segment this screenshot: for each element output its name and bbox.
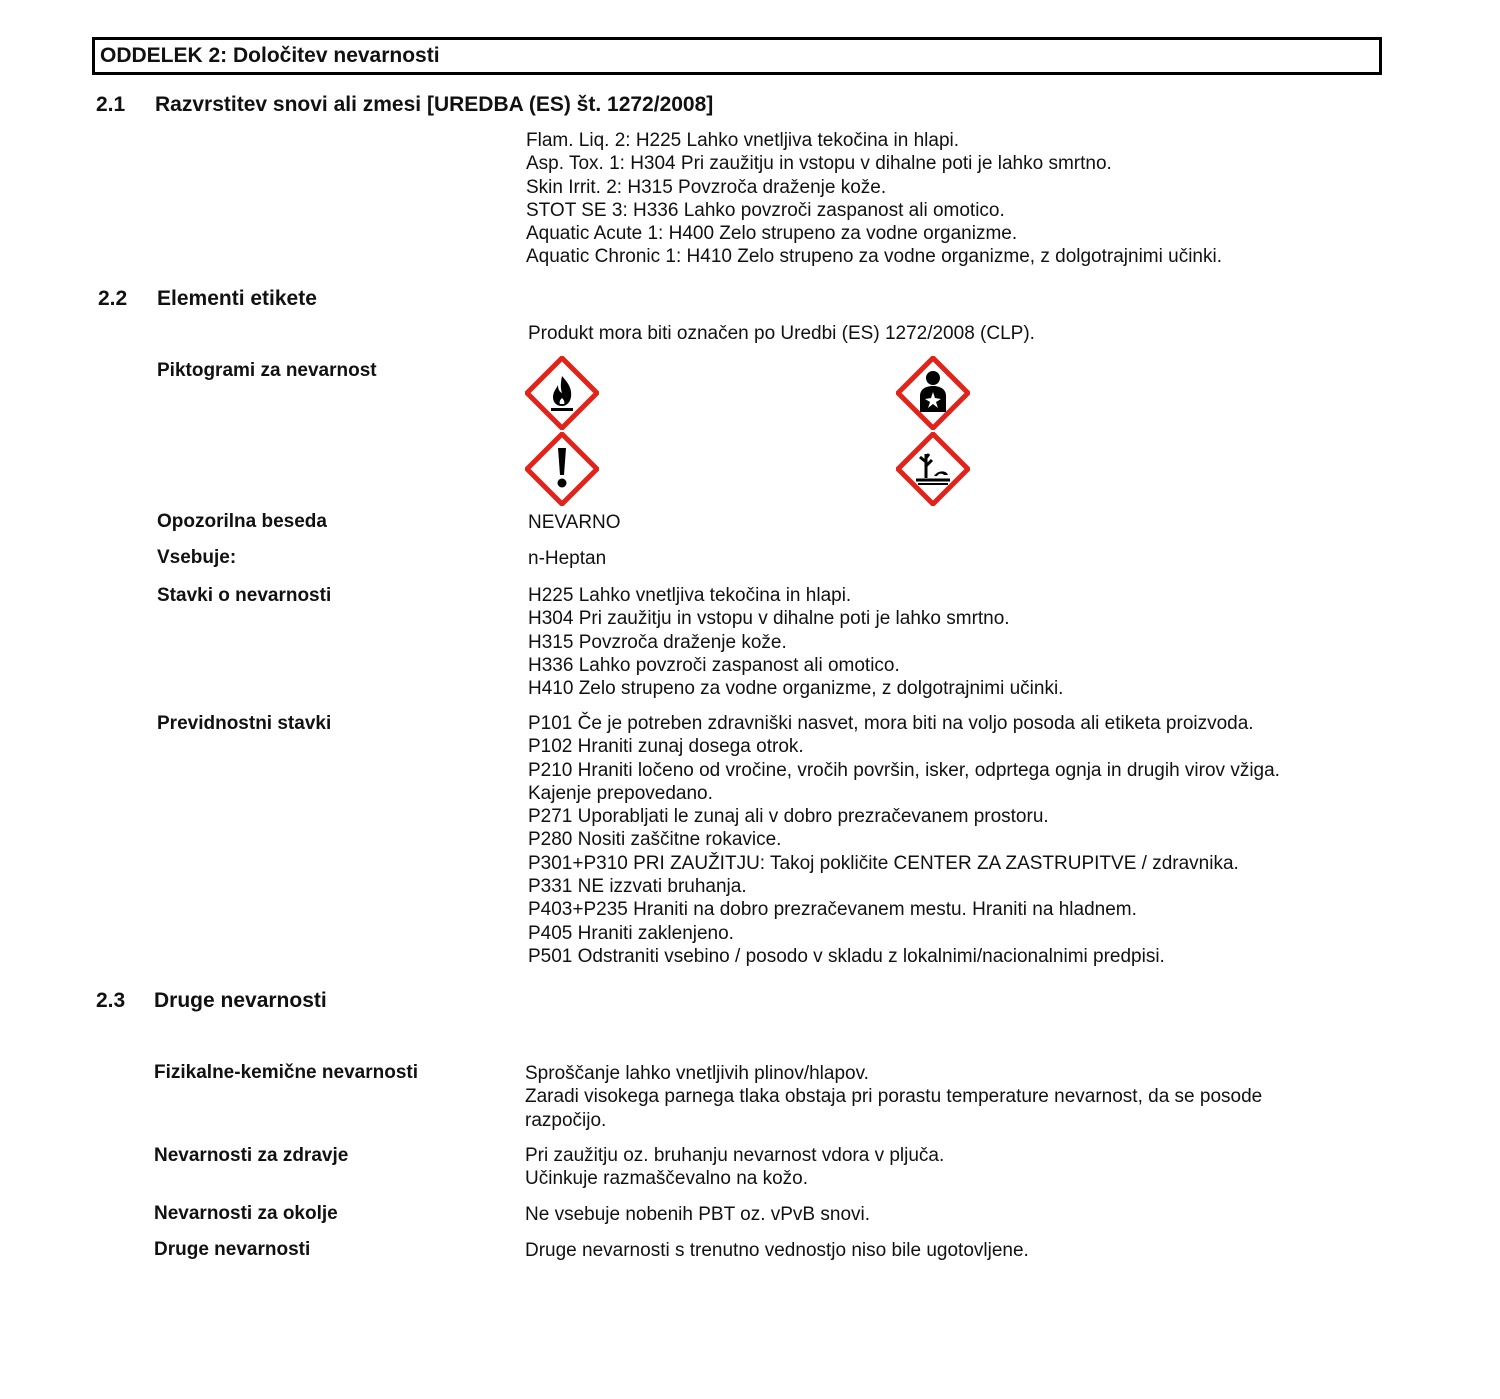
precautionary-statements-label: Previdnostni stavki [157,713,332,734]
signal-word-value: NEVARNO [528,512,621,533]
physchem-hazard-line: razpočijo. [525,1109,607,1131]
heading-2-3-title: Druge nevarnosti [154,989,327,1012]
physchem-hazard-line: Zaradi visokega parnega tlaka obstaja pri porastu temperature nevarnost, da se posode [525,1086,1263,1108]
heading-2-1-number: 2.1 [96,93,126,116]
flame-icon [525,356,599,430]
hazard-statement: H304 Pri zaužitju in vstopu v dihalne poti je lahko smrtno. [528,608,1010,630]
precautionary-statement: P301+P310 PRI ZAUŽITJU: Takoj pokličite CENTER ZA ZASTRUPITVE / zdravnika. [528,852,1239,874]
classification-line: Skin Irrit. 2: H315 Povzroča draženje kože. [526,176,887,198]
hazard-statement: H336 Lahko povzroči zaspanost ali omotico. [528,654,900,676]
heading-2-2-title: Elementi etikete [157,287,317,310]
classification-line: Aquatic Chronic 1: H410 Zelo strupeno za vodne organizme, z dolgotrajnimi učinki. [526,246,1222,268]
environment-hazards-value: Ne vsebuje nobenih PBT oz. vPvB snovi. [525,1204,871,1225]
precautionary-statement: Kajenje prepovedano. [528,782,713,804]
physchem-hazards-label: Fizikalne-kemične nevarnosti [154,1062,418,1083]
health-hazards-list [525,1144,944,1191]
health-hazard-icon [896,356,970,430]
signal-word-label: Opozorilna beseda [157,511,327,532]
physchem-hazard-line: Sproščanje lahko vnetljivih plinov/hlapov. [525,1063,869,1084]
precautionary-statement: P331 NE izzvati bruhanja. [528,876,747,898]
precautionary-statement: P405 Hraniti zaklenjeno. [528,922,734,944]
heading-2-2-number: 2.2 [98,287,128,310]
physchem-hazards-list [525,1062,1262,1132]
health-hazard-line: Učinkuje razmaščevalno na kožo. [525,1168,809,1190]
other-hazards-value: Druge nevarnosti s trenutno vednostjo niso bile ugotovljene. [525,1240,1029,1261]
hazard-statement: H410 Zelo strupeno za vodne organizme, z dolgotrajnimi učinki. [528,678,1064,700]
section-header-box [92,37,1382,75]
contains-value: n-Heptan [528,548,607,569]
hazard-statements-list [528,584,1063,700]
environment-icon [896,432,970,506]
precautionary-statements-list [528,712,1280,968]
hazard-statement: H225 Lahko vnetljiva tekočina in hlapi. [528,585,852,606]
section-title: ODDELEK 2: Določitev nevarnosti [100,44,440,67]
precautionary-statement: P102 Hraniti zunaj dosega otrok. [528,736,804,758]
health-hazards-label: Nevarnosti za zdravje [154,1145,349,1166]
contains-label: Vsebuje: [157,547,237,568]
pictograms-label: Piktogrami za nevarnost [157,360,377,381]
other-hazards-label: Druge nevarnosti [154,1239,311,1260]
precautionary-statement: P210 Hraniti ločeno od vročine, vročih površin, isker, odprtega ognja in drugih virov vžiga. [528,759,1280,781]
hazard-statement: H315 Povzroča draženje kože. [528,631,787,653]
classification-line: Flam. Liq. 2: H225 Lahko vnetljiva tekočina in hlapi. [526,130,960,151]
precautionary-statement: P403+P235 Hraniti na dobro prezračevanem mestu. Hraniti na hladnem. [528,899,1137,921]
hazard-statements-label: Stavki o nevarnosti [157,585,332,606]
heading-2-3-number: 2.3 [96,989,126,1012]
precautionary-statement: P501 Odstraniti vsebino / posodo v skladu z lokalnimi/nacionalnimi predpisi. [528,945,1165,967]
classification-line: Asp. Tox. 1: H304 Pri zaužitju in vstopu v dihalne poti je lahko smrtno. [526,153,1112,175]
exclamation-mark-icon [525,432,599,506]
classification-list [526,129,1222,269]
heading-2-1-title: Razvrstitev snovi ali zmesi [UREDBA (ES) št. 1272/2008] [155,93,714,116]
precautionary-statement: P271 Uporabljati le zunaj ali v dobro prezračevanem prostoru. [528,806,1049,828]
labelling-intro: Produkt mora biti označen po Uredbi (ES) 1272/2008 (CLP). [528,323,1035,344]
precautionary-statement: P280 Nositi zaščitne rokavice. [528,829,782,851]
classification-line: Aquatic Acute 1: H400 Zelo strupeno za vodne organizme. [526,223,1018,245]
environment-hazards-label: Nevarnosti za okolje [154,1203,338,1224]
health-hazard-line: Pri zaužitju oz. bruhanju nevarnost vdora v pljuča. [525,1145,945,1166]
precautionary-statement: P101 Če je potreben zdravniški nasvet, mora biti na voljo posoda ali etiketa proizvoda. [528,713,1254,734]
classification-line: STOT SE 3: H336 Lahko povzroči zaspanost ali omotico. [526,199,1005,221]
